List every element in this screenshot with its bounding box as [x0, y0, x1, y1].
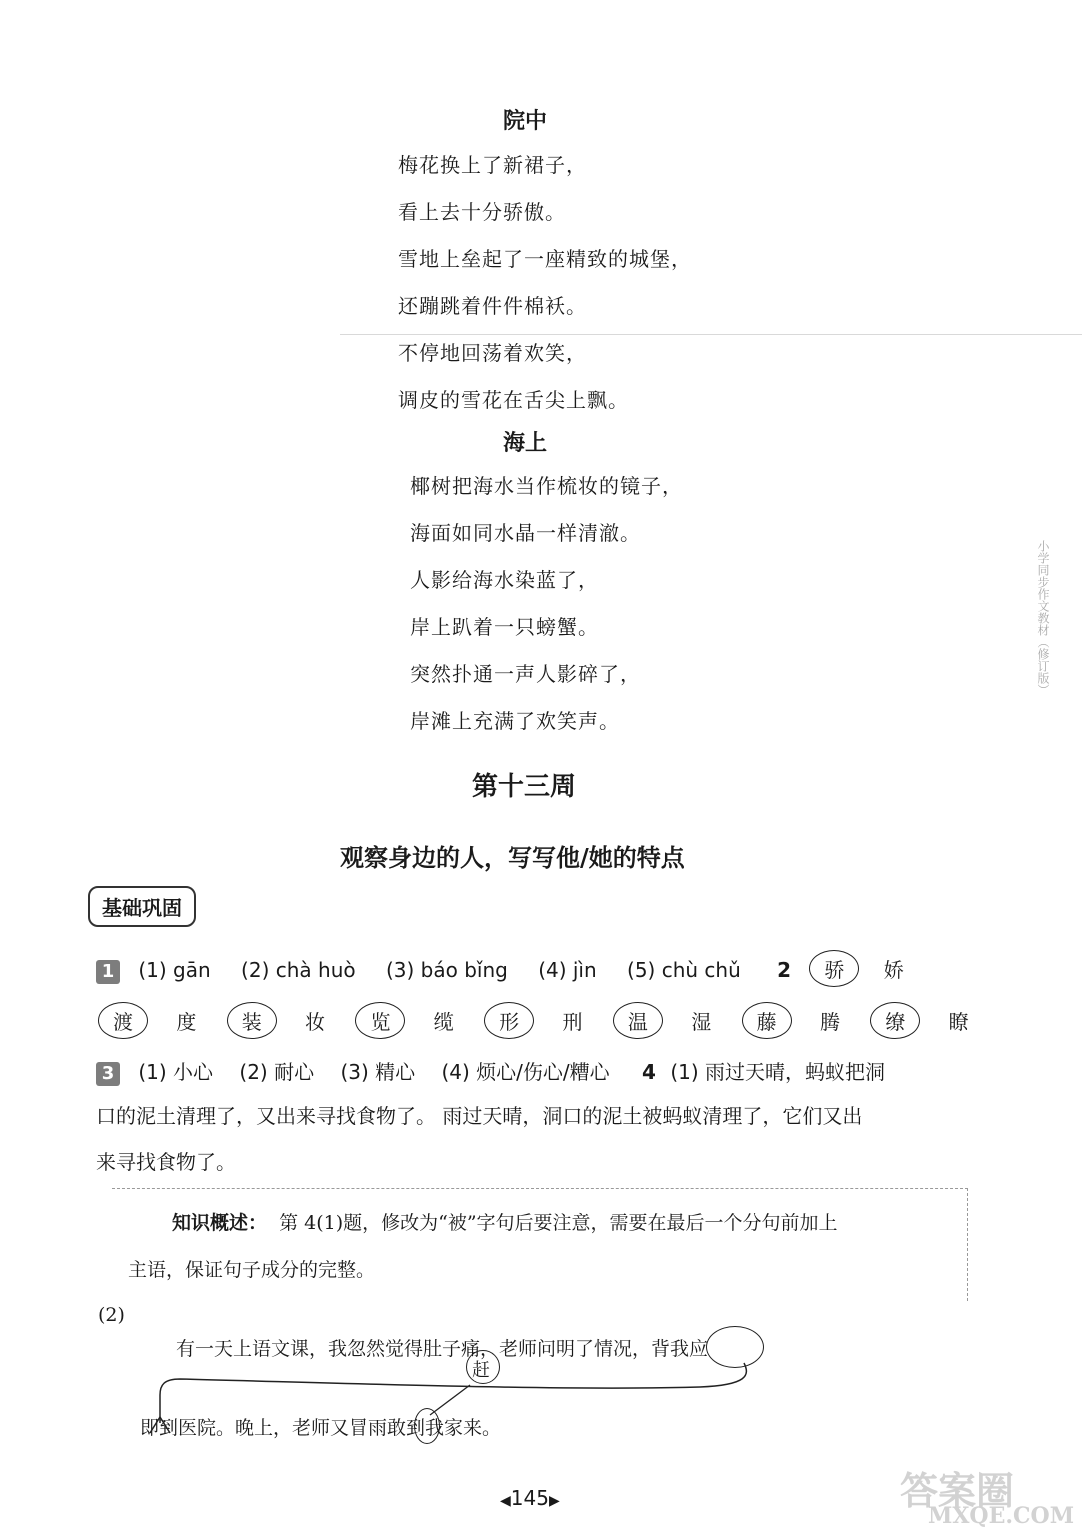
q2-other-char: 娇: [883, 958, 904, 982]
q2-circled-char: 渡: [98, 1002, 148, 1039]
poem2-line: 岸滩上充满了欢笑声。: [410, 709, 620, 733]
q3-item: (1) 小心: [138, 1060, 214, 1084]
poem1-line: 看上去十分骄傲。: [398, 200, 566, 224]
q4-2-line: 有一天上语文课，我忽然觉得肚子痛，老师问明了情况，背我应: [176, 1338, 709, 1360]
q3-item: (2) 耐心: [239, 1060, 315, 1084]
week-title: 第十三周: [472, 772, 577, 802]
note-text: 第 4(1)题，修改为“被”字句后要注意，需要在最后一个分句前加上: [279, 1212, 838, 1234]
poem1-title: 院中: [503, 108, 548, 134]
left-arrow-icon: ◀: [500, 1493, 511, 1509]
q4-2-line: 即到医院。晚上，老师又冒雨敢到我家来。: [140, 1417, 502, 1439]
insertion-mark: [140, 1355, 780, 1435]
q1-item: (3) báo bǐng: [385, 958, 508, 982]
q2-other-char: 瞭: [948, 1010, 969, 1034]
q1-item: (5) chù chǔ: [627, 958, 741, 982]
q3-item: (4) 烦心/伤心/糟心: [441, 1060, 610, 1084]
poem1-line: 雪地上垒起了一座精致的城堡，: [398, 247, 692, 271]
q1-row: [96, 950, 904, 987]
q2-circled-char: 缭: [870, 1002, 920, 1039]
watermark: 答案圈: [900, 1468, 1015, 1513]
page-number-text: 145: [510, 1486, 549, 1510]
q2-circled-char: 装: [227, 1002, 277, 1039]
poem2-line: 人影给海水染蓝了，: [410, 568, 599, 592]
poem2-title: 海上: [503, 430, 548, 456]
right-arrow-icon: ▶: [548, 1493, 560, 1509]
watermark-url: MXQE.COM: [928, 1503, 1075, 1529]
q2-other-char: 妆: [305, 1010, 326, 1034]
correction-char: 赶: [472, 1360, 490, 1381]
q2-row: [98, 1002, 969, 1039]
poem2-line: 岸上趴着一只螃蟹。: [410, 615, 599, 639]
q2-circled-char: 骄: [809, 950, 859, 987]
scan-line: [340, 334, 1082, 335]
section-label: 基础巩固: [88, 886, 196, 927]
poem1-line: 调皮的雪花在舌尖上飘。: [398, 388, 629, 412]
poem2-line: 海面如同水晶一样清澈。: [410, 521, 641, 545]
q2-other-char: 湿: [691, 1010, 712, 1034]
q3-row: [96, 1056, 885, 1086]
poem1-line: 还蹦跳着件件棉袄。: [398, 294, 587, 318]
poem1-line: 不停地回荡着欢笑，: [398, 341, 587, 365]
q2-other-char: 度: [176, 1010, 197, 1034]
q1-item: (4) jìn: [538, 958, 597, 982]
note-line: [172, 1205, 838, 1241]
q2-other-char: 腾: [819, 1010, 840, 1034]
q4-line: 口的泥土清理了，又出来寻找食物了。 雨过天晴，洞口的泥土被蚂蚁清理了，它们又出: [96, 1104, 863, 1128]
q1-item: (2) chà huò: [241, 958, 356, 982]
poem2-line: 椰树把海水当作梳妆的镜子，: [410, 474, 683, 498]
section-subtitle: 观察身边的人，写写他/她的特点: [340, 843, 685, 872]
note-label: 知识概述：: [172, 1212, 268, 1234]
sidebar-book-title: 小学同步作文教材（修订版）: [1036, 540, 1050, 696]
q2-circled-char: 温: [613, 1002, 663, 1039]
q4-2-number: (2): [98, 1304, 125, 1326]
page-number: [500, 1486, 560, 1510]
q4-line: 来寻找食物了。: [96, 1150, 236, 1174]
q2-number: 2: [777, 958, 792, 982]
q4-line: (1) 雨过天晴，蚂蚁把洞: [670, 1060, 885, 1084]
q2-circled-char: 藤: [742, 1002, 792, 1039]
q2-circled-char: 形: [484, 1002, 534, 1039]
q4-number: 4: [642, 1060, 656, 1084]
q3-item: (3) 精心: [340, 1060, 416, 1084]
poem2-line: 突然扑通一声人影碎了，: [410, 662, 641, 686]
q2-other-char: 刑: [562, 1010, 583, 1034]
q1-number-badge: 1: [96, 960, 120, 984]
note-line: 主语，保证句子成分的完整。: [128, 1259, 376, 1281]
q2-circled-char: 览: [355, 1002, 405, 1039]
q3-number-badge: 3: [96, 1062, 120, 1086]
poem1-line: 梅花换上了新裙子，: [398, 153, 587, 177]
q1-item: (1) gān: [138, 958, 211, 982]
q2-other-char: 缆: [433, 1010, 454, 1034]
